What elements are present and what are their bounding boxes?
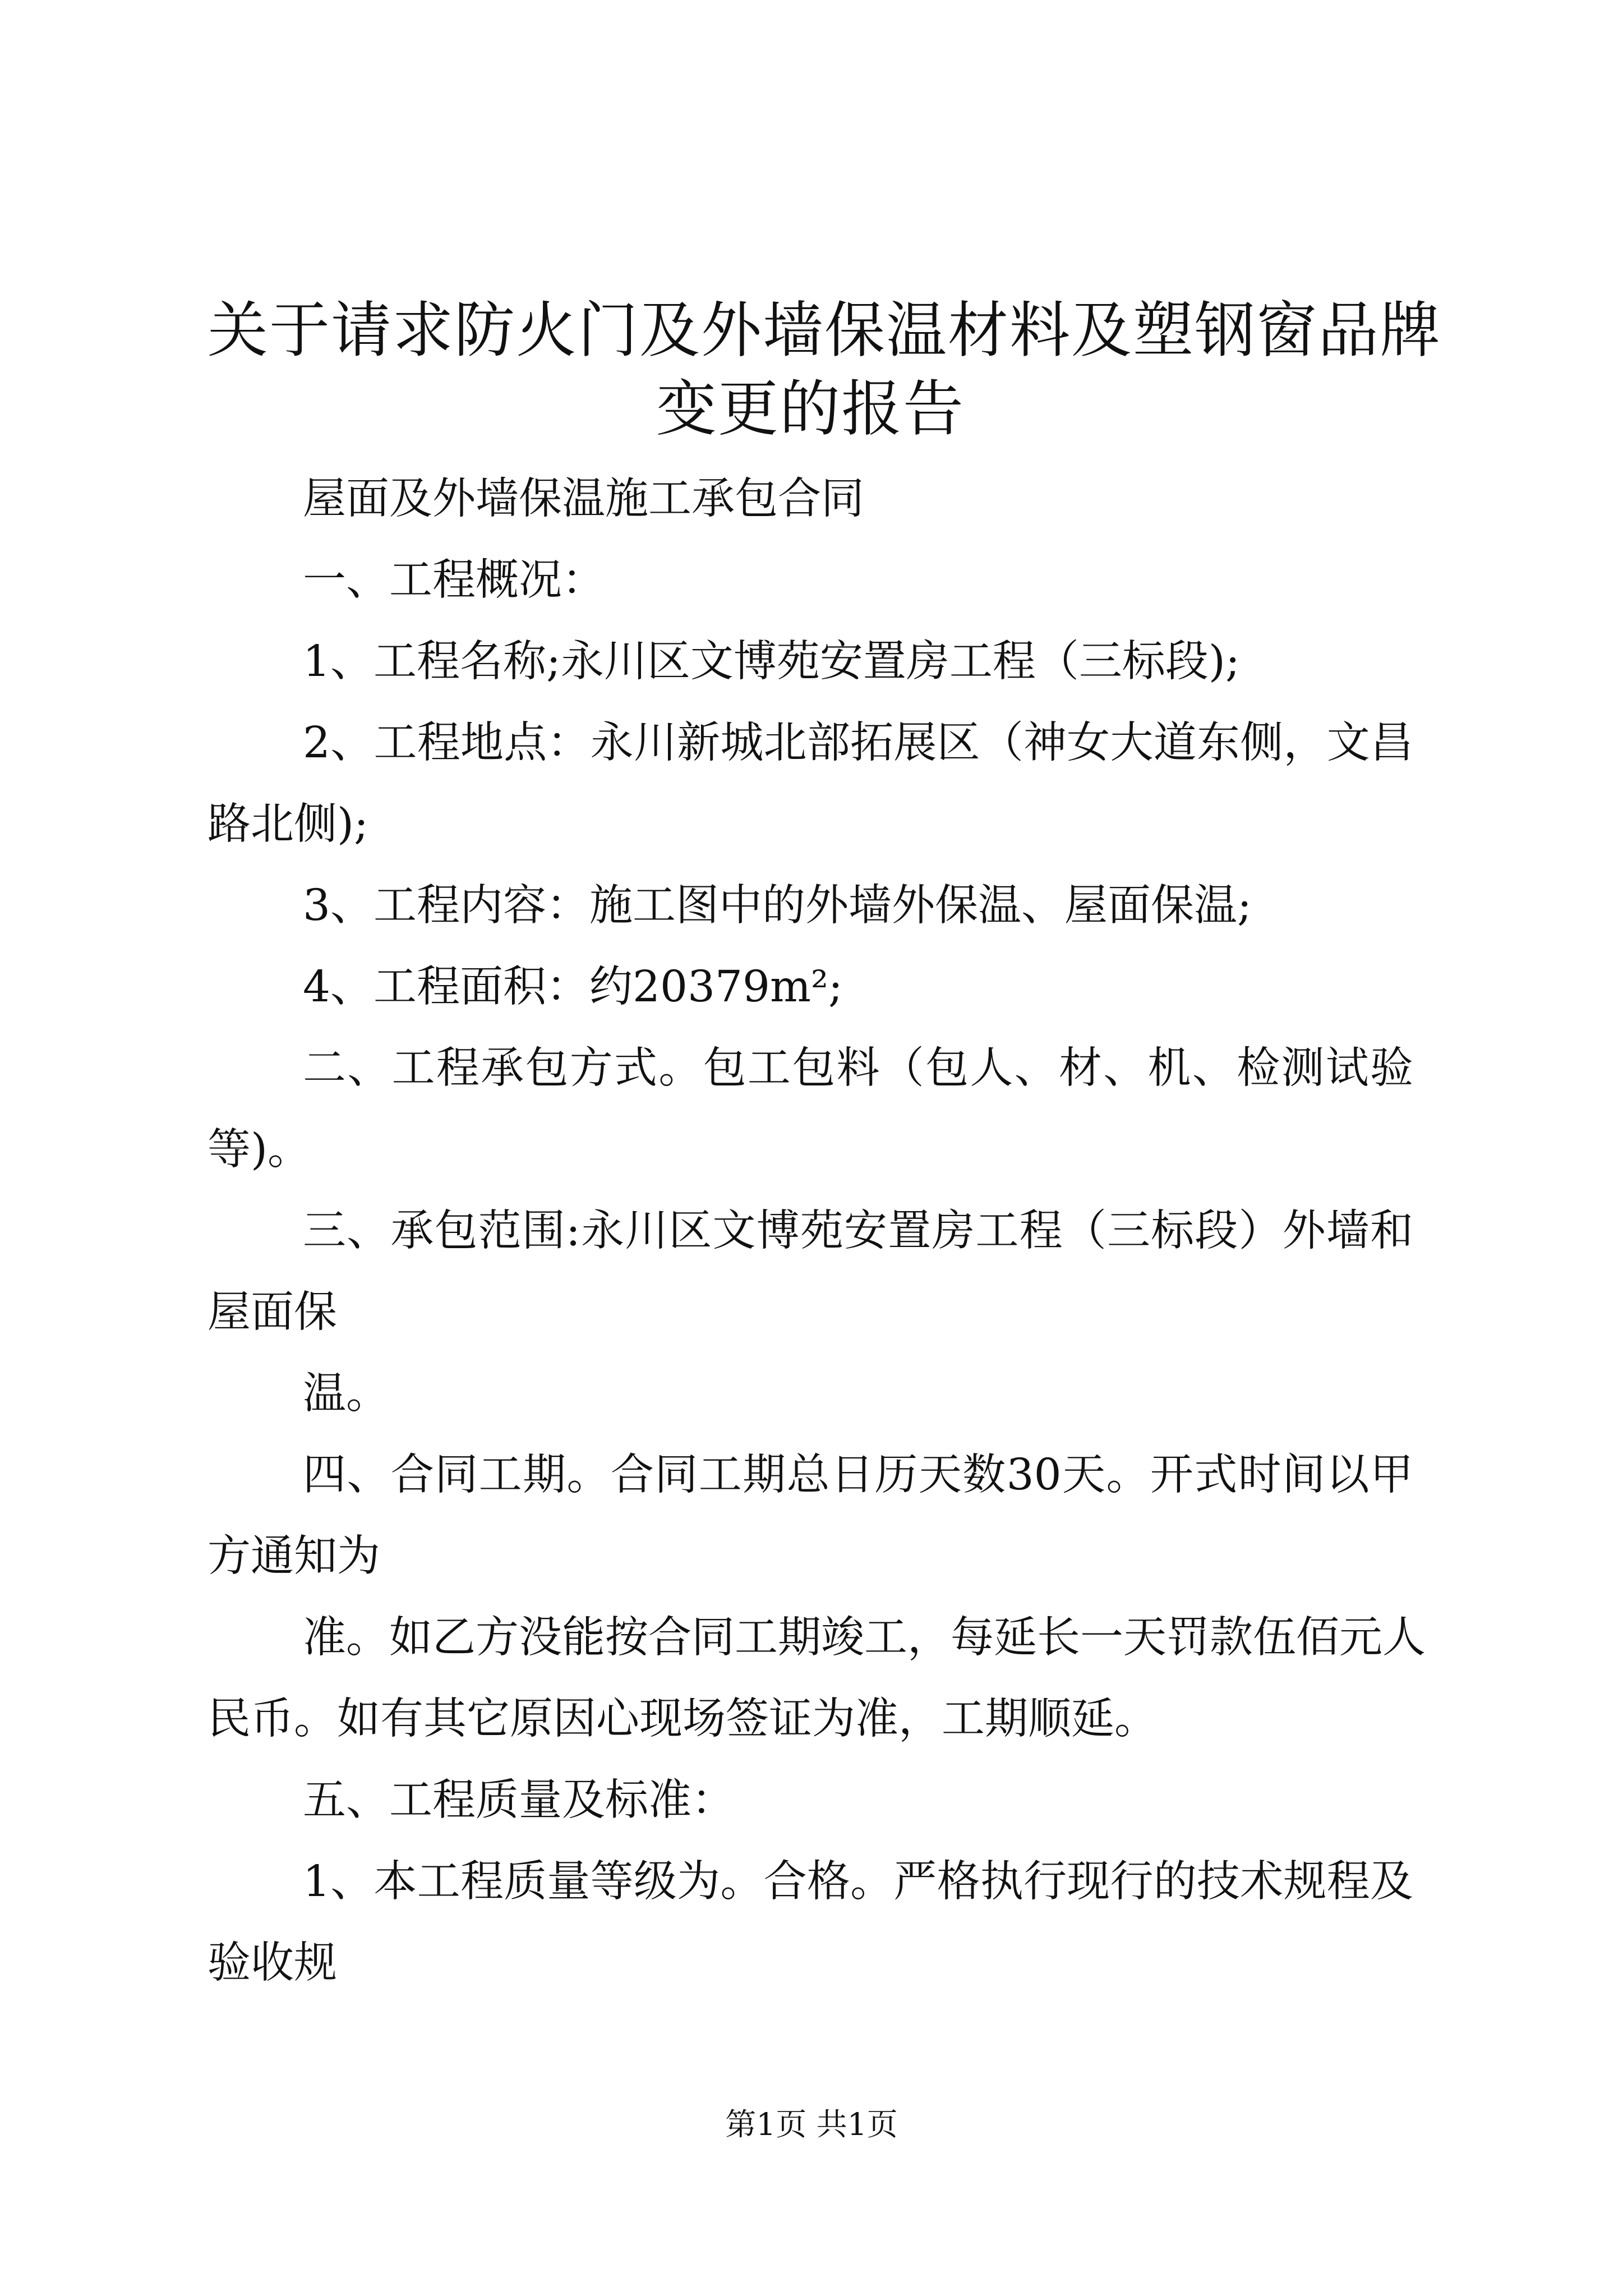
page-footer: 第1页 共1页 <box>725 2106 898 2142</box>
section-3-continued: 屋面保 <box>208 1287 337 1337</box>
section-4-penalty-line: 准。如乙方没能按合同工期竣工，每延长一天罚款伍佰元人 <box>303 1613 1426 1663</box>
section-3-continued-2: 温。 <box>303 1369 389 1419</box>
section-4-line: 四、合同工期。合同工期总日历天数30天。开式时间以甲 <box>303 1450 1413 1500</box>
contract-heading: 屋面及外墙保温施工承包合同 <box>303 474 864 524</box>
project-name-line: 1、工程名称;永川区文博苑安置房工程（三标段); <box>303 637 1240 687</box>
project-location-line: 2、工程地点：永川新城北部拓展区（神女大道东侧，文昌 <box>303 718 1413 768</box>
project-location-continued: 路北侧); <box>208 799 368 849</box>
section-4-continued: 方通知为 <box>208 1531 380 1581</box>
project-content-line: 3、工程内容：施工图中的外墙外保温、屋面保温; <box>303 881 1252 931</box>
section-3-line: 三、承包范围:永川区文博苑安置房工程（三标段）外墙和 <box>303 1206 1413 1256</box>
section-4-penalty-continued: 民币。如有其它原因心现场签证为准，工期顺延。 <box>208 1694 1158 1744</box>
section-2-continued: 等)。 <box>208 1125 311 1175</box>
document-title-line-2: 变更的报告 <box>656 374 965 444</box>
section-1-heading: 一、工程概况： <box>303 555 605 605</box>
document-title-line-1: 关于请求防火门及外墙保温材料及塑钢窗品牌 <box>208 296 1442 366</box>
quality-line: 1、本工程质量等级为。合格。严格执行现行的技术规程及 <box>303 1857 1413 1907</box>
section-2-line: 二、工程承包方式。包工包料（包人、材、机、检测试验 <box>303 1043 1413 1093</box>
quality-continued: 验收规 <box>208 1938 337 1988</box>
project-area-line: 4、工程面积：约20379m²; <box>303 962 843 1012</box>
section-5-heading: 五、工程质量及标准： <box>303 1775 735 1825</box>
